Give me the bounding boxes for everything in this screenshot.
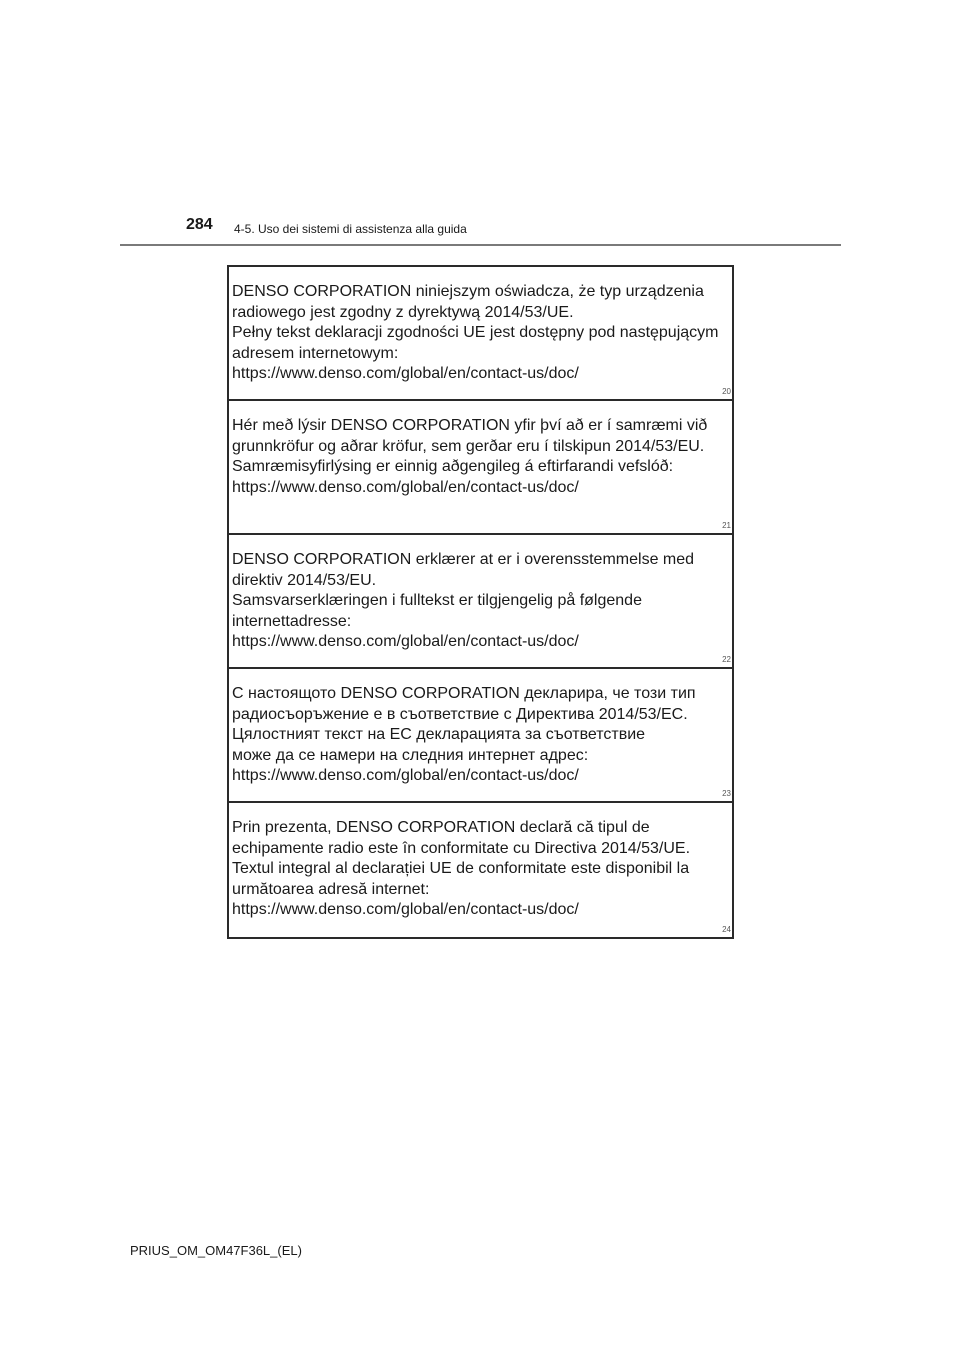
url-line: https://www.denso.com/global/en/contact-us/doc/ xyxy=(232,767,579,784)
declaration-text xyxy=(232,684,726,787)
text-line: următoarea adresă internet: xyxy=(232,880,430,898)
text-line: direktiv 2014/53/EU. xyxy=(232,571,377,589)
text-line: DENSO CORPORATION erklærer at er i overensstemmelse med xyxy=(232,551,695,568)
text-line: internettadresse: xyxy=(232,612,352,630)
text-line: може да се намери на следния интернет адрес: xyxy=(232,746,589,764)
text-line: radiowego jest zgodny z dyrektywą 2014/53/UE. xyxy=(232,303,574,321)
cell-number: 24 xyxy=(722,925,731,934)
declaration-cell-romanian xyxy=(229,803,732,937)
declaration-text xyxy=(232,416,726,498)
text-line: Samsvarserklæringen i fulltekst er tilgjengelig på følgende xyxy=(232,592,642,609)
cell-number: 23 xyxy=(722,789,731,798)
text-line: echipamente radio este în conformitate cu Directiva 2014/53/UE. xyxy=(232,839,691,857)
text-line: DENSO CORPORATION niniejszym oświadcza, że typ urządzenia xyxy=(232,283,704,300)
declaration-cell-polish xyxy=(229,267,732,401)
text-line: grunnkröfur og aðrar kröfur, sem gerðar eru í tilskipun 2014/53/EU. xyxy=(232,437,705,455)
declaration-text xyxy=(232,818,726,921)
header-rule xyxy=(120,244,841,246)
page-number: 284 xyxy=(186,216,213,233)
declaration-cell-norwegian xyxy=(229,535,732,669)
declaration-text xyxy=(232,550,726,653)
text-line: С настоящото DENSO CORPORATION декларира, че този тип xyxy=(232,685,696,702)
text-line: Prin prezenta, DENSO CORPORATION declară că tipul de xyxy=(232,819,650,836)
declaration-box xyxy=(227,265,734,939)
text-line: Textul integral al declarației UE de conformitate este disponibil la xyxy=(232,860,690,877)
declaration-cell-bulgarian xyxy=(229,669,732,803)
url-line: https://www.denso.com/global/en/contact-us/doc/ xyxy=(232,478,579,496)
text-line: Hér með lýsir DENSO CORPORATION yfir því að er í samræmi við xyxy=(232,417,708,434)
text-line: радиосъоръжение е в съответствие с Директива 2014/53/ЕС. xyxy=(232,705,688,723)
declaration-cell-icelandic xyxy=(229,401,732,535)
url-line: https://www.denso.com/global/en/contact-us/doc/ xyxy=(232,633,579,650)
cell-number: 22 xyxy=(722,655,731,664)
text-line: Цялостният текст на ЕС декларацията за съответствие xyxy=(232,726,646,743)
text-line: Samræmisyfirlýsing er einnig aðgengileg á eftirfarandi vefslóð: xyxy=(232,458,674,475)
section-title: 4-5. Uso dei sistemi di assistenza alla guida xyxy=(234,222,467,236)
declaration-text xyxy=(232,282,726,385)
text-line: adresem internetowym: xyxy=(232,344,399,362)
footer-document-code: PRIUS_OM_OM47F36L_(EL) xyxy=(130,1243,302,1258)
url-line: https://www.denso.com/global/en/contact-us/doc/ xyxy=(232,365,579,382)
text-line: Pełny tekst deklaracji zgodności UE jest dostępny pod następującym xyxy=(232,324,719,341)
cell-number: 20 xyxy=(722,387,731,396)
cell-number: 21 xyxy=(722,521,731,530)
url-line: https://www.denso.com/global/en/contact-us/doc/ xyxy=(232,901,579,918)
